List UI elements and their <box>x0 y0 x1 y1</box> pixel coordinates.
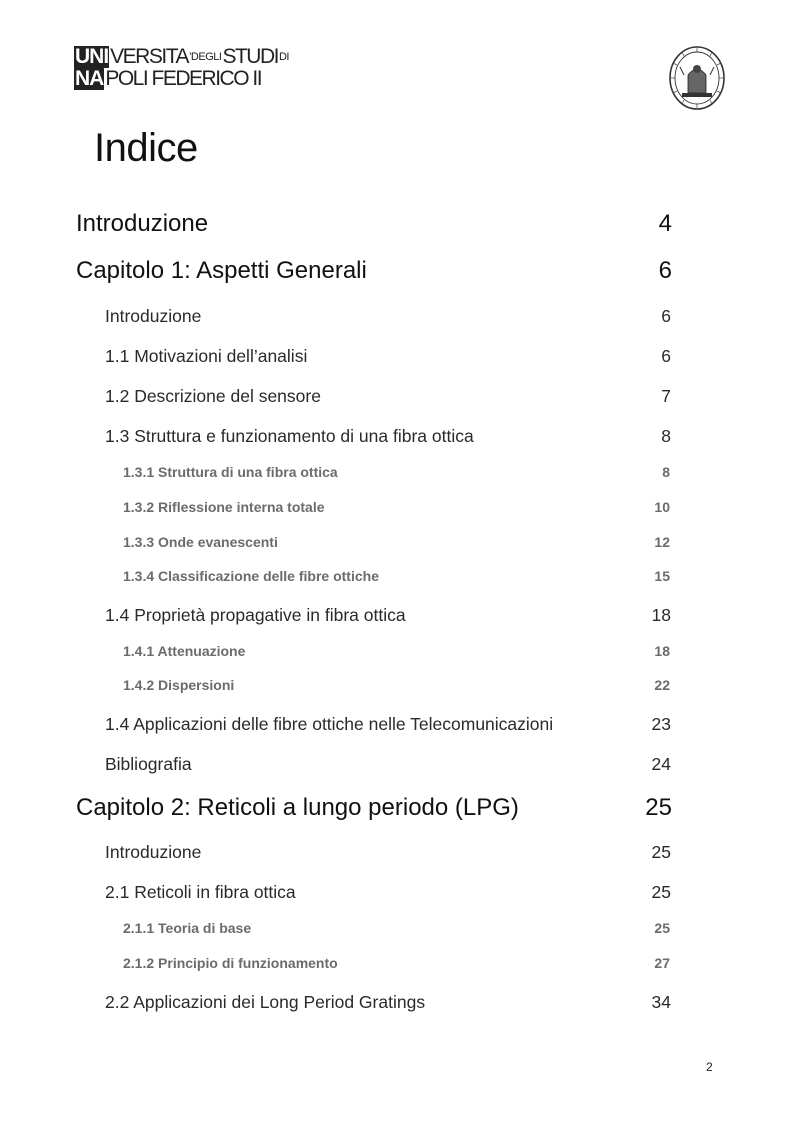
toc-entry-title: 1.3 Struttura e funzionamento di una fibra ottica <box>105 426 474 446</box>
logo-text-versita: VERSITA <box>110 45 188 68</box>
toc-entry-title: 1.3.2 Riflessione interna totale <box>123 499 325 515</box>
toc-entry-title: 1.4.2 Dispersioni <box>123 677 235 693</box>
toc-entry-page: 24 <box>651 754 671 774</box>
toc-entry-page: 8 <box>662 464 670 480</box>
toc-entry[interactable] <box>105 605 671 626</box>
toc-entry[interactable] <box>105 754 671 775</box>
logo-text-di: DI <box>278 51 289 63</box>
toc-entry-page: 8 <box>661 426 671 446</box>
toc-entry-page: 18 <box>651 605 671 625</box>
toc-entry-page: 6 <box>661 346 671 366</box>
toc-entry-title: Introduzione <box>105 842 202 862</box>
toc-entry[interactable] <box>123 643 670 659</box>
toc-entry-page: 25 <box>651 842 671 862</box>
toc-entry-title: 1.4 Applicazioni delle fibre ottiche nelle Telecomunicazioni <box>105 714 554 734</box>
toc-entry-page: 10 <box>654 499 670 515</box>
logo-box-uni: UNI <box>75 45 109 68</box>
toc-entry-title: 2.1.2 Principio di funzionamento <box>123 955 338 971</box>
toc-entry[interactable] <box>105 714 671 735</box>
toc-entry-page: 12 <box>654 534 670 550</box>
toc-entry[interactable] <box>105 306 671 327</box>
toc-entry-page: 18 <box>654 643 670 659</box>
toc-entry-page: 25 <box>651 882 671 902</box>
toc-entry-title: 2.2 Applicazioni dei Long Period Gratings <box>105 992 426 1012</box>
toc-entry-page: 27 <box>654 955 670 971</box>
toc-entry-title: 2.1 Reticoli in fibra ottica <box>105 882 296 902</box>
toc-entry-title: Capitolo 1: Aspetti Generali <box>76 257 367 284</box>
toc-entry[interactable] <box>123 568 670 584</box>
toc-entry[interactable] <box>105 992 671 1013</box>
toc-entry-page: 23 <box>651 714 671 734</box>
toc-entry-page: 15 <box>654 568 670 584</box>
toc-entry-page: 6 <box>661 306 671 326</box>
toc-entry[interactable] <box>76 210 672 238</box>
toc-entry[interactable] <box>76 257 672 285</box>
toc-entry-page: 34 <box>651 992 671 1012</box>
toc-entry[interactable] <box>105 882 671 903</box>
toc-entry-page: 7 <box>661 386 671 406</box>
toc-entry-title: 2.1.1 Teoria di base <box>123 920 252 936</box>
toc-entry-page: 22 <box>654 677 670 693</box>
toc-entry-title: Capitolo 2: Reticoli a lungo periodo (LPG) <box>76 794 519 821</box>
toc-entry[interactable] <box>123 920 670 936</box>
toc-entry-title: 1.4.1 Attenuazione <box>123 643 246 659</box>
toc-entry-title: 1.2 Descrizione del sensore <box>105 386 321 406</box>
toc-entry-title: 1.3.3 Onde evanescenti <box>123 534 278 550</box>
toc-entry[interactable] <box>105 346 671 367</box>
toc-entry-page: 25 <box>654 920 670 936</box>
toc-entry-title: Bibliografia <box>105 754 192 774</box>
toc-entry-title: 1.1 Motivazioni dell’analisi <box>105 346 308 366</box>
toc-entry[interactable] <box>105 426 671 447</box>
toc-entry[interactable] <box>123 677 670 693</box>
toc-entry[interactable] <box>105 386 671 407</box>
logo-text-studi: STUDI <box>222 45 278 68</box>
logo-text-degli: ’DEGLI <box>188 51 222 63</box>
logo-row-bottom <box>74 68 261 90</box>
page-title: Indice <box>94 126 198 170</box>
toc-entry-page: 4 <box>658 210 672 237</box>
logo-box-na: NA <box>75 67 104 90</box>
toc-entry-title: Introduzione <box>76 210 209 237</box>
logo-text-poli-federico: POLI FEDERICO II <box>105 67 262 90</box>
toc-entry-page: 6 <box>658 257 672 284</box>
toc-entry-title: Introduzione <box>105 306 202 326</box>
toc-entry[interactable] <box>76 794 672 822</box>
toc-entry[interactable] <box>123 955 670 971</box>
university-seal-icon <box>668 45 726 111</box>
toc-entry[interactable] <box>123 464 670 480</box>
logo-row-top <box>74 46 289 68</box>
toc-entry-title: 1.3.1 Struttura di una fibra ottica <box>123 464 338 480</box>
toc-entry[interactable] <box>123 534 670 550</box>
toc-entry[interactable] <box>123 499 670 515</box>
toc-entry[interactable] <box>105 842 671 863</box>
toc-entry-title: 1.3.4 Classificazione delle fibre ottiche <box>123 568 379 584</box>
page-number: 2 <box>706 1060 713 1074</box>
toc-entry-page: 25 <box>645 794 672 821</box>
toc-entry-title: 1.4 Proprietà propagative in fibra ottica <box>105 605 406 625</box>
